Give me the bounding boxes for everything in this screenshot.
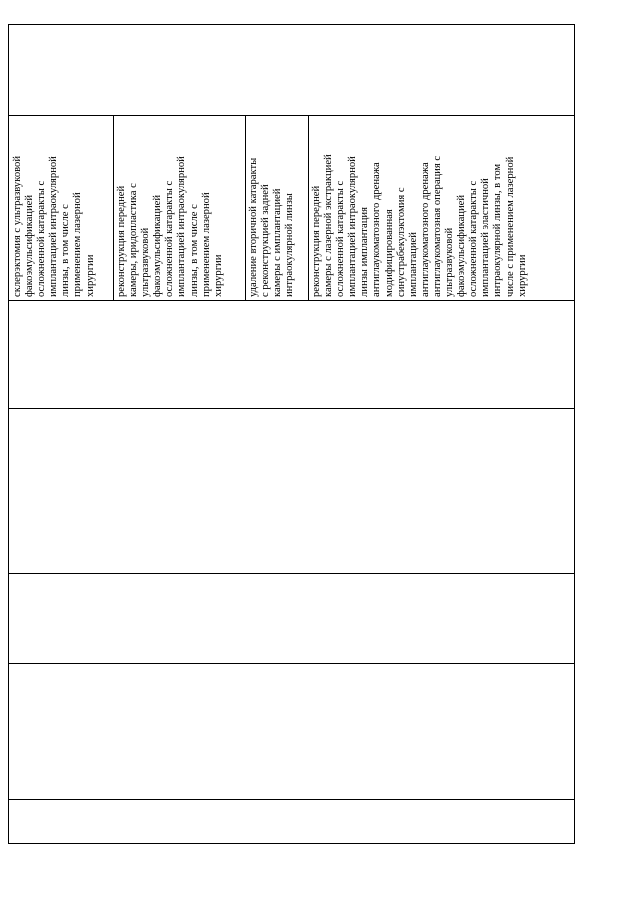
text-line: реконструкция передней — [311, 185, 322, 297]
text-line: интраокулярной линзы, в том — [492, 163, 504, 297]
text-line: имплантацией интраокулярной — [347, 156, 359, 297]
text-line: синустрабекулэктомия с — [395, 187, 407, 297]
text-line: антиглаукоматозная операция с — [431, 155, 443, 297]
text-line: интраокулярной линзы — [284, 193, 296, 297]
text-line: применением лазерной — [72, 192, 84, 297]
text-line: склерэктомия с ультразвуковой — [12, 155, 23, 297]
text-line: хирургии — [84, 254, 96, 297]
text-line: имплантацией интраокулярной — [176, 156, 188, 297]
procedure-text-3 — [248, 158, 296, 297]
text-line: хирургии — [516, 254, 528, 297]
text-line: осложненной катаракты с — [468, 180, 480, 297]
table-border — [9, 25, 575, 844]
text-line: хирургии — [212, 254, 224, 297]
text-line: факоэмульсификацией — [456, 194, 468, 297]
text-line: реконструкция передней — [116, 185, 127, 297]
text-line: применением лазерной — [200, 192, 212, 297]
text-line: антиглаукоматозного дренажа — [371, 162, 383, 297]
text-line: имплантацией интраокулярной — [48, 156, 60, 297]
text-line: факоэмульсификацией — [152, 194, 164, 297]
text-line: удаление вторичной катаракты — [248, 157, 259, 297]
text-line: осложненной катаракты с — [36, 180, 48, 297]
text-line: модифицированная — [383, 209, 395, 297]
text-line: линзы имплантация — [359, 207, 371, 297]
text-line: факоэмульсификацией — [24, 194, 36, 297]
text-line: числе с применением лазерной — [504, 156, 516, 297]
text-line: камеры, иридопластика с — [128, 183, 140, 297]
procedure-text-1 — [12, 156, 97, 297]
text-line: ультразвуковой — [444, 227, 456, 297]
text-line: линзы, в том числе с — [188, 204, 200, 297]
procedure-text-2 — [116, 156, 225, 297]
text-line: камеры с лазерной экстракцией — [323, 154, 335, 297]
text-line: с реконструкцией задней — [260, 184, 272, 297]
text-line: осложненной катаракты с — [164, 180, 176, 297]
text-line: ультразвуковой — [140, 227, 152, 297]
text-line: имплантацией — [407, 232, 419, 297]
text-line: камеры с имплантацией — [272, 188, 284, 297]
text-line: антиглаукоматозного дренажа — [419, 162, 431, 297]
text-line: имплантацией эластичной — [480, 178, 492, 297]
text-line: линзы, в том числе с — [60, 204, 72, 297]
procedure-text-4 — [311, 154, 529, 297]
text-line: осложненной катаракты с — [335, 180, 347, 297]
